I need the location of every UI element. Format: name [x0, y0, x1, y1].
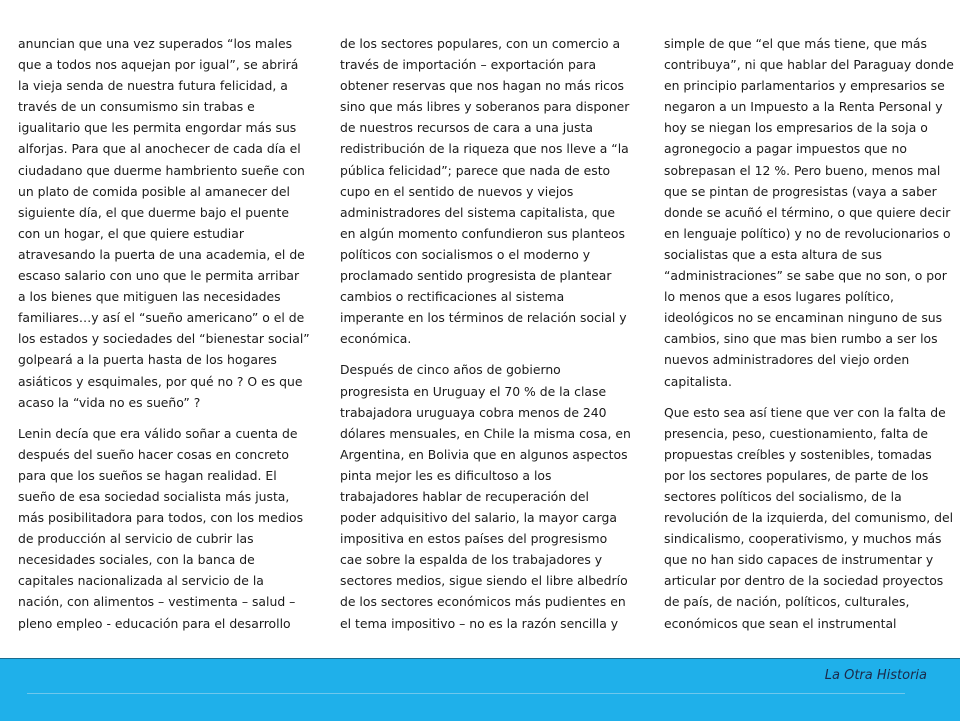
text-line: sectores políticos del socialismo, de la — [664, 488, 902, 504]
text-column-1 — [18, 33, 308, 644]
text-line: socialistas que a esta altura de sus — [664, 246, 882, 262]
text-line: simple de que “el que más tiene, que más — [664, 36, 927, 51]
text-line: escaso salario con uno que le permita arribar — [18, 268, 300, 284]
text-line: siguiente día, el que duerme bajo el puente — [18, 204, 289, 220]
text-line: de nuestros recursos de cara a una justa — [340, 120, 593, 136]
text-line: sindicalismo, cooperativismo, y muchos más — [664, 531, 942, 547]
text-line: igualitario que les permita engordar más sus — [18, 120, 297, 136]
text-line: más posibilitadora para todos, con los medios — [18, 510, 304, 526]
text-line: atravesando la puerta de una academia, el de — [18, 246, 305, 262]
text-line: ideológicos no se encaminan ninguno de sus — [664, 310, 943, 326]
text-line: pleno empleo - educación para el desarrollo — [18, 615, 291, 631]
text-line: que se pintan de progresistas (vaya a saber — [664, 183, 937, 199]
footer-bar — [0, 658, 960, 721]
text-line: trabajadora uruguaya cobra menos de 240 — [340, 404, 607, 420]
text-line: después del sueño hacer cosas en concreto — [18, 446, 289, 462]
text-line: con un hogar, el que quiere estudiar — [18, 225, 244, 241]
text-line: impositiva en estos países del progresismo — [340, 531, 608, 547]
text-line: para que los sueños se hagan realidad. El — [18, 467, 277, 483]
paragraph — [18, 423, 308, 634]
text-line: propuestas creíbles y sostenibles, tomadas — [664, 446, 932, 462]
text-line: económicos que sean el instrumental — [664, 615, 897, 631]
text-line: capitales nacionalizada al servicio de la — [18, 573, 264, 589]
text-line: proclamado sentido progresista de plantear — [340, 268, 612, 284]
text-column-3 — [664, 33, 954, 644]
text-line: alforjas. Para que al anochecer de cada día el — [18, 141, 301, 157]
text-line: donde se acuñó el término, o que quiere decir — [664, 204, 951, 220]
text-line: revolución de la izquierda, del comunismo, del — [664, 510, 954, 526]
footer-divider — [27, 693, 905, 694]
paragraph — [664, 33, 954, 392]
text-line: articular por dentro de la sociedad proyectos — [664, 573, 944, 589]
text-line: familiares…y así el “sueño americano” o el de — [18, 310, 305, 326]
text-line: presencia, peso, cuestionamiento, falta de — [664, 425, 929, 441]
text-line: un plato de comida posible al amanecer del — [18, 183, 290, 199]
text-line: acaso la “vida no es sueño” ? — [18, 394, 201, 410]
text-line: Que esto sea así tiene que ver con la falta de — [664, 404, 946, 420]
text-line: progresista en Uruguay el 70 % de la clase — [340, 383, 607, 399]
text-column-2 — [340, 33, 630, 644]
paragraph — [664, 402, 954, 634]
text-line: administradores del sistema capitalista, que — [340, 204, 616, 220]
text-line: hoy se niegan los empresarios de la soja o — [664, 120, 928, 136]
text-line: anuncian que una vez superados “los males — [18, 36, 293, 51]
text-line: capitalista. — [664, 373, 732, 389]
text-line: través de un consumismo sin trabas e — [18, 99, 255, 115]
text-line: través de importación – exportación para — [340, 57, 597, 73]
text-line: que no han sido capaces de instrumentar y — [664, 552, 934, 568]
text-line: en lenguaje político) y no de revolucionarios o — [664, 225, 951, 241]
text-line: políticos con socialismos o el moderno y — [340, 246, 591, 262]
text-line: en principio parlamentarios y empresarios se — [664, 78, 945, 94]
text-line: pinta mejor les es dificultoso a los — [340, 467, 552, 483]
text-line: sueño de esa sociedad socialista más justa, — [18, 488, 290, 504]
text-line: en algún momento confundieron sus planteos — [340, 225, 625, 241]
text-line: “administraciones” se sabe que no son, o por — [664, 268, 947, 284]
text-line: ciudadano que duerme hambriento sueñe con — [18, 162, 305, 178]
text-line: dólares mensuales, en Chile la misma cosa, en — [340, 425, 631, 441]
text-line: cae sobre la espalda de los trabajadores y — [340, 552, 603, 568]
paragraph — [340, 33, 630, 349]
text-line: asiáticos y esquimales, por qué no ? O es que — [18, 373, 303, 389]
text-line: poder adquisitivo del salario, la mayor carga — [340, 510, 617, 526]
text-line: cambios, sino que mas bien rumbo a ser los — [664, 331, 938, 347]
text-line: trabajadores hablar de recuperación del — [340, 488, 589, 504]
text-line: a los bienes que mitiguen las necesidades — [18, 289, 281, 305]
text-line: de producción al servicio de cubrir las — [18, 531, 254, 547]
text-line: sino que más libres y soberanos para disponer — [340, 99, 630, 115]
text-line: nación, con alimentos – vestimenta – salud – — [18, 594, 296, 610]
text-line: Después de cinco años de gobierno — [340, 362, 561, 378]
text-line: por los sectores populares, de parte de los — [664, 467, 929, 483]
text-line: nuevos administradores del viejo orden — [664, 352, 910, 368]
text-line: obtener reservas que nos hagan no más ricos — [340, 78, 624, 94]
text-line: de país, de nación, políticos, culturales, — [664, 594, 910, 610]
text-line: los estados y sociedades del “bienestar social” — [18, 331, 310, 347]
paragraph — [340, 359, 630, 633]
text-line: Lenin decía que era válido soñar a cuenta de — [18, 425, 298, 441]
text-line: Argentina, en Bolivia que en algunos aspectos — [340, 446, 628, 462]
footer-title: La Otra Historia — [824, 668, 927, 683]
text-line: necesidades sociales, con la banca de — [18, 552, 255, 568]
paragraph — [18, 33, 308, 413]
text-line: redistribución de la riqueza que nos lleve a “la — [340, 141, 629, 157]
text-line: golpeará a la puerta hasta de los hogares — [18, 352, 277, 368]
text-line: el tema impositivo – no es la razón sencilla y — [340, 615, 619, 631]
text-line: cupo en el sentido de nuevos y viejos — [340, 183, 574, 199]
text-line: de los sectores populares, con un comercio a — [340, 36, 621, 51]
text-line: sobrepasan el 12 %. Pero bueno, menos mal — [664, 162, 941, 178]
text-line: de los sectores económicos más pudientes en — [340, 594, 626, 610]
text-line: lo menos que a esos lugares político, — [664, 289, 894, 305]
text-line: imperante en los términos de relación social y — [340, 310, 627, 326]
text-line: que a todos nos aquejan por igual”, se abrirá — [18, 57, 299, 73]
text-line: cambios o rectificaciones al sistema — [340, 289, 565, 305]
text-line: económica. — [340, 331, 412, 347]
text-line: contribuya”, ni que hablar del Paraguay donde — [664, 57, 954, 73]
text-line: negaron a un Impuesto a la Renta Personal y — [664, 99, 943, 115]
text-line: la vieja senda de nuestra futura felicidad, a — [18, 78, 288, 94]
text-line: agronegocio a pagar impuestos que no — [664, 141, 907, 157]
text-line: sectores medios, sigue siendo el libre albedrío — [340, 573, 628, 589]
text-line: pública felicidad”; parece que nada de esto — [340, 162, 611, 178]
